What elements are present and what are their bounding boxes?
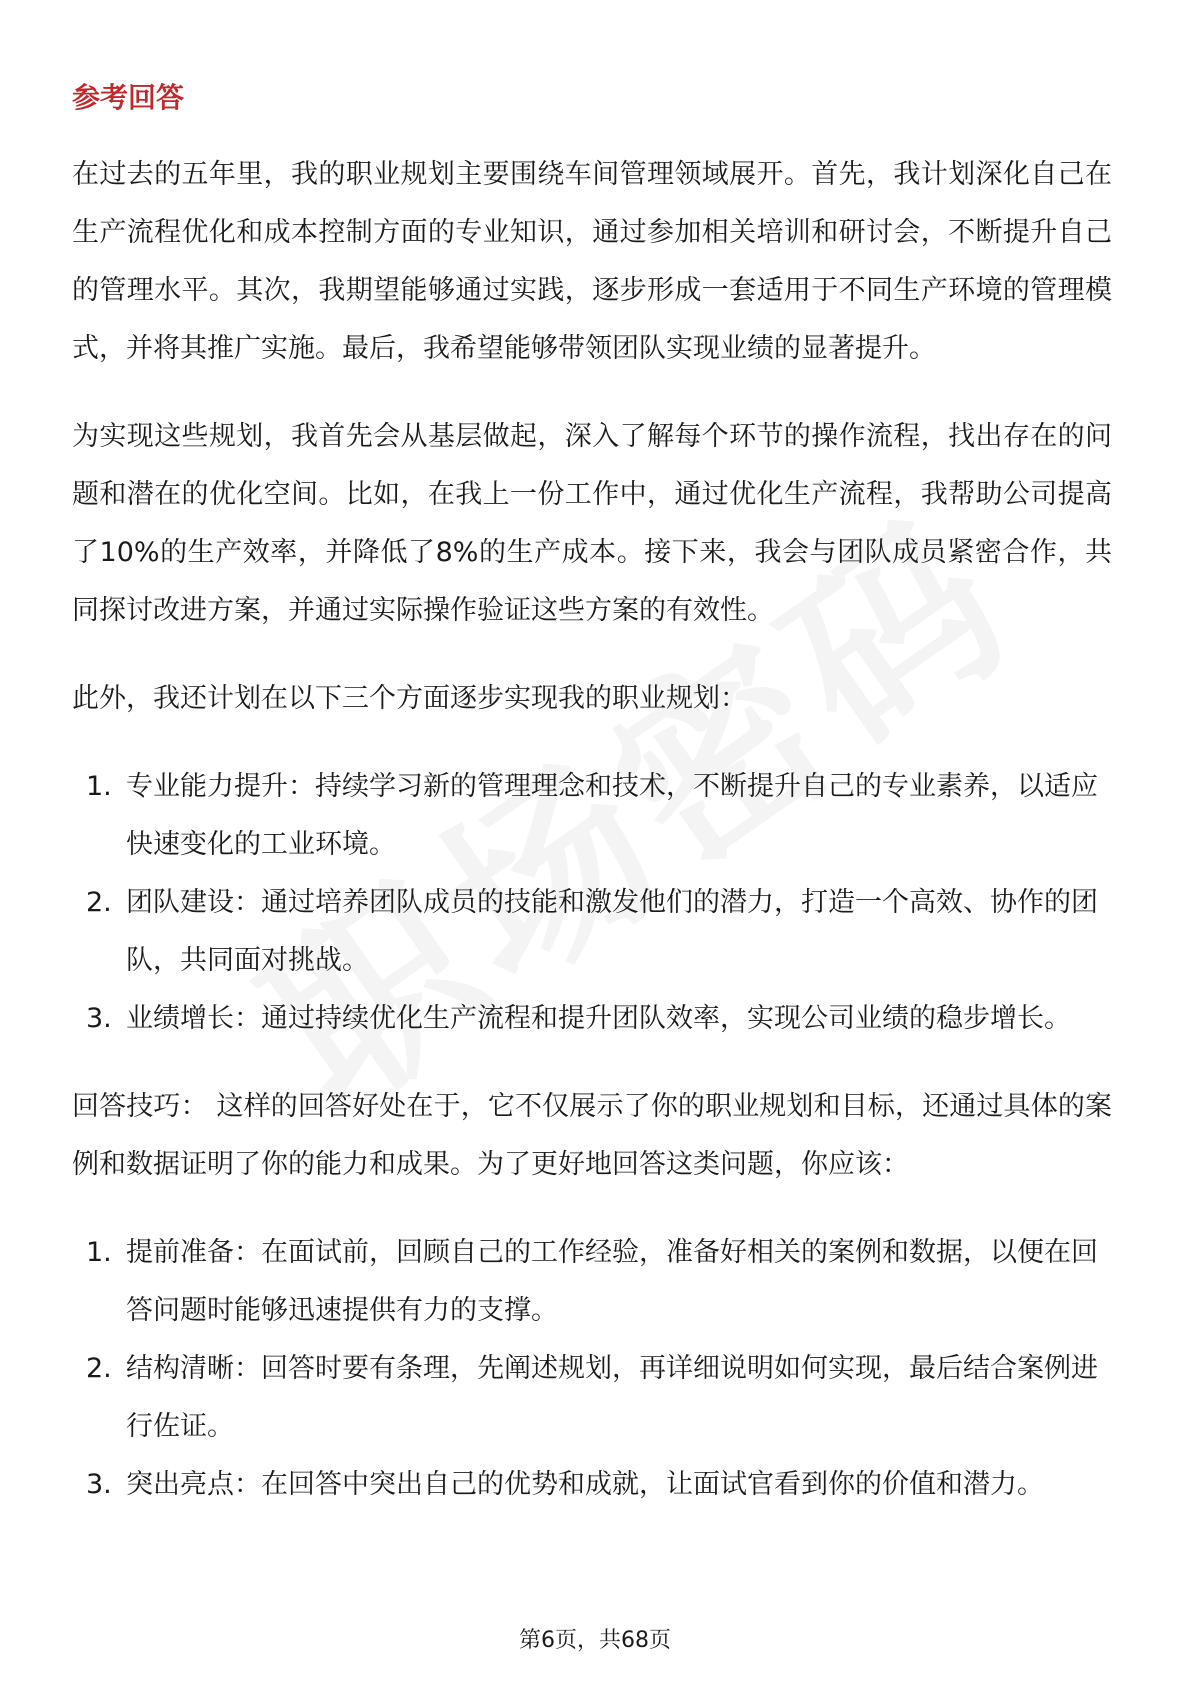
list-item-text: 结构清晰：回答时要有条理，先阐述规划，再详细说明如何实现，最后结合案例进行佐证。 (126, 1353, 1098, 1442)
page-footer: 第6页，共68页 (519, 1628, 671, 1653)
list-item (72, 874, 1112, 990)
list-item-text: 提前准备：在面试前，回顾自己的工作经验，准备好相关的案例和数据，以便在回答问题时能够迅速提供有力的支撑。 (126, 1237, 1098, 1326)
list-item-text: 业绩增长：通过持续优化生产流程和提升团队效率，实现公司业绩的稳步增长。 (126, 1003, 1071, 1034)
list-number: 2. (86, 887, 112, 918)
list-item (72, 1340, 1112, 1456)
paragraph-3: 此外，我还计划在以下三个方面逐步实现我的职业规划： (72, 683, 747, 714)
document-content (72, 78, 1112, 1544)
list-item-text: 专业能力提升：持续学习新的管理理念和技术，不断提升自己的专业素养，以适应快速变化的工业环境。 (126, 771, 1098, 860)
list-item (72, 1224, 1112, 1340)
list-item (72, 758, 1112, 874)
plan-list (72, 758, 1112, 1048)
list-number: 1. (86, 1237, 112, 1268)
list-number: 2. (86, 1353, 112, 1384)
list-number: 1. (86, 771, 112, 802)
list-number: 3. (86, 1003, 112, 1034)
list-number: 3. (86, 1469, 112, 1500)
paragraph-2: 为实现这些规划，我首先会从基层做起，深入了解每个环节的操作流程，找出存在的问题和潜在的优化空间。比如，在我上一份工作中，通过优化生产流程，我帮助公司提高了10%的生产效率，并降低了8%的生产成本。接下来，我会与团队成员紧密合作，共同探讨改进方案，并通过实际操作验证这些方案的有效性。 (72, 421, 1112, 626)
tips-list (72, 1224, 1112, 1514)
tips-paragraph: 回答技巧： 这样的回答好处在于，它不仅展示了你的职业规划和目标，还通过具体的案例和数据证明了你的能力和成果。为了更好地回答这类问题，你应该： (72, 1091, 1112, 1180)
list-item-text: 突出亮点：在回答中突出自己的优势和成就，让面试官看到你的价值和潜力。 (126, 1469, 1044, 1500)
list-item (72, 1456, 1112, 1514)
list-item (72, 990, 1112, 1048)
paragraph-1: 在过去的五年里，我的职业规划主要围绕车间管理领域展开。首先，我计划深化自己在生产流程优化和成本控制方面的专业知识，通过参加相关培训和研讨会，不断提升自己的管理水平。其次，我期望能够通过实践，逐步形成一套适用于不同生产环境的管理模式，并将其推广实施。最后，我希望能够带领团队实现业绩的显著提升。 (72, 159, 1112, 364)
section-title: 参考回答 (72, 81, 185, 114)
list-item-text: 团队建设：通过培养团队成员的技能和激发他们的潜力，打造一个高效、协作的团队，共同面对挑战。 (126, 887, 1098, 976)
